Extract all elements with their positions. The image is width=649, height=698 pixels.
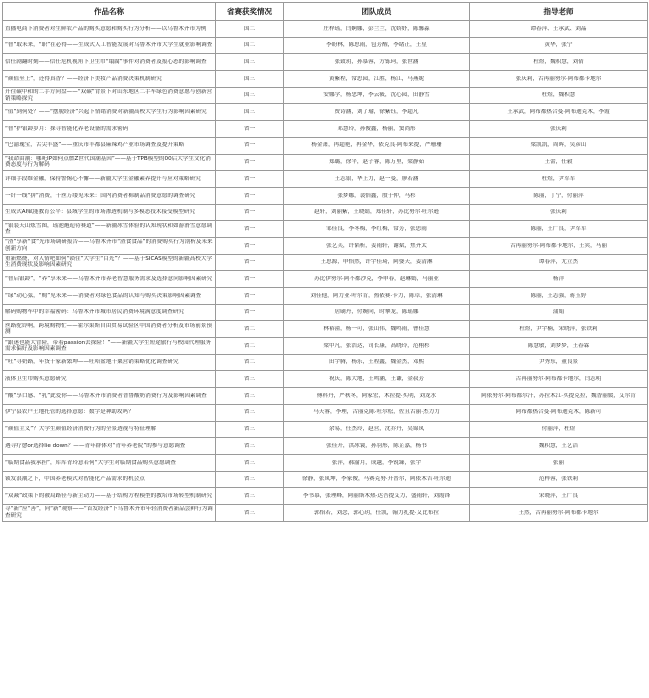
table-body [3, 21, 648, 522]
cell-members [284, 438, 470, 455]
advisors-text: 陈丽，丁宁，付丽萍 [533, 192, 584, 199]
cell-advisors [470, 221, 648, 238]
members-text: 李书慕，张理峰，阿丽斯木热·达吾提艾力，盛雨轩，刘霞锋 [302, 492, 451, 499]
cell-title [3, 137, 216, 154]
cell-members [284, 237, 470, 254]
table-row [3, 488, 648, 505]
cell-members [284, 204, 470, 221]
cell-award [216, 504, 284, 521]
table-row [3, 21, 648, 38]
advisors-text: 陈慧敏，刘梦梦，王春霖 [527, 342, 590, 349]
members-text: 张梦娜，裴怡鑫，殷于仲，马杉 [337, 192, 416, 199]
award-text: 国二 [243, 42, 256, 49]
advisors-text: 范梓蓉，张铁莉 [538, 476, 579, 483]
award-text: 省二 [243, 359, 256, 366]
cell-award [216, 388, 284, 405]
table-row [3, 221, 648, 238]
cell-members [284, 338, 470, 355]
cell-title [3, 471, 216, 488]
cell-advisors [470, 271, 648, 288]
title-text: “巴渝瑰宝，舌尖丰盛”——重庆市丰都县麻辣鸡产业市场调查及提升策略 [5, 142, 185, 149]
cell-members [284, 454, 470, 471]
award-text: 省一 [243, 125, 256, 132]
cell-members [284, 388, 470, 405]
advisors-text: 张庆莉，古再丽努尔·阿布都卡地尔 [515, 75, 602, 82]
advisors-text: 阿依努尔·阿布都尔汗，苏拉木江·买提克拉，魏香丽媛，艾尔肯 [481, 392, 636, 399]
table-row [3, 338, 648, 355]
cell-members [284, 154, 470, 171]
award-text: 省三 [243, 392, 256, 399]
title-text: “吐”寻奶路，年货千家新繁坤——吐哈盆地千粟营销策略优化调查研究 [5, 359, 179, 366]
members-text: 张艺芙，许韬析，姜雨轩，谢斌，焦齐太 [326, 242, 427, 249]
cell-advisors [470, 404, 648, 421]
cell-award [216, 137, 284, 154]
cell-advisors [470, 121, 648, 138]
members-text: 邓慧玲，孙俊鑫，杨丽，窦尚彤 [337, 125, 416, 132]
cell-title [3, 371, 216, 388]
cell-award [216, 154, 284, 171]
title-text: 开往碳中和的二手方向盘——“双碳”背景下对山东地区二手车绿色消费意愿与创新营销策略探究 [5, 89, 213, 102]
table-row [3, 504, 648, 521]
header-members: 团队成员 [284, 3, 470, 21]
cell-advisors [470, 371, 648, 388]
cell-title [3, 71, 216, 88]
cell-members [284, 504, 470, 521]
cell-award [216, 221, 284, 238]
award-text: 省一 [243, 275, 256, 282]
award-text: 省一 [243, 259, 256, 266]
cell-title [3, 54, 216, 71]
cell-award [216, 204, 284, 221]
title-text: 一针一线“拼”消费，千丝万缕见未来：国内消费者棉制品消费意愿的调查研究 [5, 192, 196, 199]
cell-award [216, 338, 284, 355]
cell-title [3, 288, 216, 305]
cell-title [3, 504, 216, 521]
cell-advisors [470, 321, 648, 338]
advisors-text: 黄华，张宁 [544, 42, 573, 49]
title-text: “银装天山炫雪图，瑶池邂逅待赛道”——新疆冰雪体验的认知现状和如游滑雪意愿调查 [5, 222, 213, 236]
advisors-text: 杜煜，尹军军 [541, 175, 576, 182]
title-text: “智”护银龄岁月：探寻智能化养老设备的需求密码 [5, 125, 129, 132]
awards-sheet [2, 2, 647, 522]
cell-title [3, 488, 216, 505]
cell-advisors [470, 288, 648, 305]
table-row [3, 54, 648, 71]
award-text: 国三 [243, 92, 256, 99]
cell-title [3, 237, 216, 254]
cell-members [284, 37, 470, 54]
members-text: 杨金萧，冉超艳，冉金华，依克良·阿布来提，严珊珊 [311, 142, 442, 149]
title-text: “智启银龄”，“养”享未来——乌鲁木齐市养老智慧服务需求及选择意向影响因素研究 [5, 275, 213, 282]
awards-table [2, 2, 648, 522]
header-advisors: 指导老师 [470, 3, 648, 21]
title-text: “临期食品我承担”，库库青玲意若何“大学生对临期食品购买意愿调查 [5, 459, 176, 466]
table-row [3, 204, 648, 221]
cell-title [3, 438, 216, 455]
cell-members [284, 104, 470, 121]
cell-award [216, 421, 284, 438]
members-text: 居刷丹，付婉向，时攀龙，陈瑶娜 [334, 309, 419, 316]
table-row [3, 388, 648, 405]
members-text: 马天睿，李理，古丽克陈·吐尔松，佐且古丽·杰力力 [313, 409, 440, 416]
advisors-text: 张丽 [552, 459, 565, 466]
award-text: 国三 [243, 59, 256, 66]
cell-award [216, 321, 284, 338]
table-row [3, 254, 648, 271]
advisors-text: 尹秀东，董良景 [538, 359, 579, 366]
table-row [3, 404, 648, 421]
award-text: 省一 [243, 192, 256, 199]
cell-advisors [470, 137, 648, 154]
cell-award [216, 54, 284, 71]
members-text: 王志银，华上力，赵一曼，廖若涵 [334, 175, 419, 182]
cell-advisors [470, 421, 648, 438]
cell-award [216, 471, 284, 488]
table-row [3, 37, 648, 54]
advisors-text: 杜煜，尹宇楠，宋晓萍，张铁莉 [519, 326, 598, 333]
award-text: 省三 [243, 509, 256, 516]
cell-advisors [470, 237, 648, 254]
cell-members [284, 171, 470, 188]
cell-award [216, 271, 284, 288]
cell-advisors [470, 438, 648, 455]
cell-title [3, 154, 216, 171]
members-text: 刘佳他，阿力亚·叶尔肯，热依赛·卡力，陈卓，张清琳 [310, 292, 443, 299]
advisors-text: 付丽萍，杜煜 [541, 426, 576, 433]
advisors-text: 古再丽努尔·阿布都卡地尔，王宾，马丽 [510, 242, 607, 249]
award-text: 省一 [243, 142, 256, 149]
award-text: 省三 [243, 492, 256, 499]
members-text: 邹佳良，李冬梅，李红梅，常芳，张思雨 [326, 225, 427, 232]
cell-award [216, 488, 284, 505]
cell-advisors [470, 471, 648, 488]
cell-members [284, 354, 470, 371]
table-row [3, 154, 648, 171]
advisors-text: 陈丽，王广良，尹军军 [530, 225, 587, 232]
cell-advisors [470, 21, 648, 38]
members-text: 王思源，申怡然，许宇佳琦，阿婆天，姜清淋 [320, 259, 433, 266]
cell-members [284, 54, 470, 71]
cell-award [216, 288, 284, 305]
cell-members [284, 71, 470, 88]
members-text: 张佳开，洪冰寰，孙羽彤，陈芷嘉，杨书 [326, 442, 427, 449]
cell-title [3, 421, 216, 438]
table-row [3, 438, 648, 455]
title-text: 生成式AI赋能教育公平：县域学生的市场渗透机制与多模态技术接受模型研究 [5, 209, 196, 216]
cell-members [284, 421, 470, 438]
award-text: 省一 [243, 209, 256, 216]
title-text: “绿”动心弦，“购”见未来——消费者对绿色食品的认知与购买决策影响因素调查 [5, 292, 202, 299]
cell-members [284, 187, 470, 204]
cell-members [284, 221, 470, 238]
cell-title [3, 454, 216, 471]
title-text: 液体卫生巾购买意愿研究 [5, 376, 67, 383]
members-text: 林裕潼，杨一可，张山伟，魏鸣雨，曹佳慧 [323, 326, 430, 333]
table-row [3, 354, 648, 371]
cell-members [284, 288, 470, 305]
members-text: 郭怡若，刘念，郭心玥，任凯，翰力扎提·艾比布拉 [314, 509, 439, 516]
table-row [3, 171, 648, 188]
cell-award [216, 254, 284, 271]
title-text: 伊宁县农户土地托管的选择意愿：数字是神助攻吗？ [5, 409, 134, 416]
advisors-text: 谭春萍、王承武、刘晶 [530, 25, 587, 32]
members-text: 徐静，张凤坤，李家俊，马赛克努·开普尔，阿依木吉·吐尔迪 [302, 476, 451, 483]
cell-title [3, 271, 216, 288]
title-text: 寻“新”应“善”，向“新”观察——“首发经济”下乌鲁木齐市年轻消费者新品尝鲜行为调查研究 [5, 506, 213, 519]
table-row [3, 137, 648, 154]
table-row [3, 454, 648, 471]
advisors-text: 杜煜，魏积慧 [541, 92, 576, 99]
cell-members [284, 21, 470, 38]
cell-members [284, 304, 470, 321]
cell-title [3, 304, 216, 321]
header-title: 作品名称 [3, 3, 216, 21]
cell-members [284, 321, 470, 338]
cell-award [216, 37, 284, 54]
cell-award [216, 304, 284, 321]
members-text: 安娜学，杨忠坤，李云筱，沈心园，田静雪 [323, 92, 430, 99]
award-text: 省一 [243, 242, 256, 249]
cell-advisors [470, 304, 648, 321]
award-text: 省一 [243, 175, 256, 182]
advisors-text: 王蕾，任毅 [544, 159, 573, 166]
cell-award [216, 187, 284, 204]
cell-title [3, 104, 216, 121]
cell-award [216, 404, 284, 421]
title-text: 解码购物车中的幸福密码：乌鲁木齐市城市居民消费环境满意度调查研究 [5, 309, 185, 316]
advisors-text: 梁凯凯，周晖，吴彦山 [530, 142, 587, 149]
title-text: 丝路驼铃响，跨境购物忙——霍尔果斯自由贸易试验区中国消费者分析及市场前景预测 [5, 322, 212, 336]
cell-award [216, 87, 284, 104]
cell-members [284, 371, 470, 388]
cell-title [3, 338, 216, 355]
cell-advisors [470, 488, 648, 505]
cell-advisors [470, 204, 648, 221]
title-text: 重新燃烧，对人情吧如何“锁住”大学生“目光”？——基于SICAS模型的新疆高校大学生消费现状及影响因素研究 [5, 256, 213, 269]
members-text: 余易，任杰玲，赵营，沈乔丹，吴锦凤 [328, 426, 425, 433]
cell-award [216, 454, 284, 471]
cell-title [3, 87, 216, 104]
award-text: 省三 [243, 426, 256, 433]
award-text: 省一 [243, 309, 256, 316]
header-award: 省赛获奖情况 [216, 3, 284, 21]
cell-advisors [470, 71, 648, 88]
cell-award [216, 438, 284, 455]
title-text: “颜值主义”？大学生颜值经济消费行为的全景透视与特征理解 [5, 426, 157, 433]
award-text: 国三 [243, 75, 256, 82]
award-text: 省一 [243, 159, 256, 166]
cell-award [216, 71, 284, 88]
title-text: “颜值至上”，还得真香？——经济下美妆产品消费决策机制研究 [5, 75, 162, 82]
cell-title [3, 388, 216, 405]
members-text: 黄紫程，常思园，江胜，杨江，马燕妮 [328, 75, 425, 82]
cell-advisors [470, 37, 648, 54]
table-row [3, 471, 648, 488]
members-text: 祝庆，陈大地，王鸣涵，王谦，金叔芳 [328, 376, 425, 383]
cell-members [284, 271, 470, 288]
cell-advisors [470, 504, 648, 521]
cell-members [284, 137, 470, 154]
cell-advisors [470, 54, 648, 71]
table-row [3, 371, 648, 388]
advisors-text: 张庆莉 [550, 125, 567, 132]
cell-title [3, 221, 216, 238]
table-row [3, 187, 648, 204]
members-text: 李盼林，陈思雨，包芳醒，李绪正，王星 [326, 42, 427, 49]
cell-members [284, 121, 470, 138]
award-text: 省二 [243, 342, 256, 349]
advisors-text: 张庆莉 [550, 209, 567, 216]
advisors-text: 宋晓萍，王广良 [538, 492, 579, 499]
cell-members [284, 87, 470, 104]
title-text: 信任剧翻时刻——信任危机视角下卫生巾“塌腐”事件对消费者及报心态的影响调查 [5, 59, 207, 66]
cell-title [3, 37, 216, 54]
table-row [3, 87, 648, 104]
header-row [3, 3, 648, 21]
advisors-text: 阿布都热合曼·阿布迪克木，陈新可 [515, 409, 602, 416]
advisors-text: 杨洋 [552, 275, 565, 282]
title-text: “双减”政策下的被局路径与新主动力——基于结构方程模型的教培市场转型机制研究 [5, 492, 213, 499]
title-text: 详细手段维金融，保持警惕心不懈——新疆大学生金融素养提升与应对策略研究 [5, 175, 201, 182]
advisors-text: 王然，古再丽努尔·阿布都卡地尔 [518, 509, 599, 516]
cell-award [216, 237, 284, 254]
award-text: 国二 [243, 25, 256, 32]
award-text: 省一 [243, 292, 256, 299]
cell-advisors [470, 354, 648, 371]
cell-award [216, 171, 284, 188]
cell-advisors [470, 171, 648, 188]
members-text: 郑璐，徐平，赵子睿，陈万里，梁静茹 [328, 159, 425, 166]
cell-title [3, 321, 216, 338]
table-row [3, 104, 648, 121]
members-text: 赵轩，刘丽紫，王晓婧，郑佳轩，苏比努尔·吐尔逊 [314, 209, 439, 216]
members-text: 庄梓瑶，闫婀娜，彭兰兰，沈娇妤，陈馨淼 [323, 25, 430, 32]
table-row [3, 288, 648, 305]
cell-members [284, 488, 470, 505]
members-text: 张萍，郝渝月，成越，李锐臻，张宇 [331, 459, 422, 466]
cell-award [216, 121, 284, 138]
cell-advisors [470, 104, 648, 121]
cell-advisors [470, 388, 648, 405]
table-row [3, 71, 648, 88]
table-row [3, 121, 648, 138]
members-text: 苏比伊努尔·阿不都沙克，李申春，赵琳嫣，马丽亚 [314, 275, 439, 282]
table-row [3, 237, 648, 254]
advisors-text: 古再丽努尔·阿布都卡地尔，闫志明 [515, 376, 602, 383]
cell-award [216, 354, 284, 371]
cell-award [216, 21, 284, 38]
cell-award [216, 371, 284, 388]
cell-title [3, 21, 216, 38]
advisors-text: 谭春萍，尤立杰 [538, 259, 579, 266]
cell-title [3, 254, 216, 271]
members-text: 田宇腾，杨乐，王程鑫，魏金杰，邓熙 [328, 359, 425, 366]
table-row [3, 271, 648, 288]
title-text: 锁发浪潮之下，中国养老模式对智能化产品需求的机会点 [5, 476, 145, 483]
title-text: “跟迷也能大冒险，带着passion去探险！”——新疆大学生短途旅行与校园代理服务需求偏好及影响因素调查 [5, 339, 212, 352]
members-text: 贾诗涵，刘了瑜，徐紫钰，李超凡 [334, 109, 419, 116]
advisors-text: 杜煜，魏积慧，刘倩 [533, 59, 584, 66]
cell-title [3, 171, 216, 188]
title-text: “渣”享新“食”光市场调研报告——乌鲁木齐市“渣食食品”的消费购买行为剖析及未来创新方向 [5, 239, 213, 252]
cell-members [284, 254, 470, 271]
award-text: 省三 [243, 376, 256, 383]
advisors-text: 魏积慧，王艺洁 [538, 442, 579, 449]
advisors-text: 蒲娟 [552, 309, 565, 316]
award-text: 省三 [243, 409, 256, 416]
cell-advisors [470, 254, 648, 271]
cell-members [284, 471, 470, 488]
table-row [3, 421, 648, 438]
cell-title [3, 204, 216, 221]
award-text: 国三 [243, 109, 256, 116]
award-text: 省三 [243, 476, 256, 483]
cell-advisors [470, 187, 648, 204]
advisors-text: 王承武，阿布都热合曼·阿布迪克木，李霞 [507, 109, 610, 116]
cell-members [284, 404, 470, 421]
award-text: 省三 [243, 459, 256, 466]
title-text: “酸”享口感、“乳”此爱你——乌鲁木齐市消费者普鲁酸奶消费行为及影响因素调查 [5, 392, 207, 399]
cell-title [3, 187, 216, 204]
cell-title [3, 121, 216, 138]
cell-advisors [470, 87, 648, 104]
cell-title [3, 354, 216, 371]
cell-advisors [470, 154, 648, 171]
award-text: 省二 [243, 326, 256, 333]
award-text: 省一 [243, 225, 256, 232]
members-text: 张致玥，孙慕蓉，方铄珂，张世涵 [334, 59, 419, 66]
cell-title [3, 404, 216, 421]
table-row [3, 321, 648, 338]
table-row [3, 304, 648, 321]
title-text: “智”取未来，“职”在必得——生成式人工智能发展对乌鲁木齐市大学生就业影响调查 [5, 42, 213, 49]
cell-award [216, 104, 284, 121]
members-text: 傅科丹，严秋冬，阿家宏，木拉提·买明，刘龙水 [316, 392, 437, 399]
award-text: 省三 [243, 442, 256, 449]
title-text: “值”到何处？——“摆脱经济”兴起下情绪消费对新疆高校大学生行为影响因素研究 [5, 109, 207, 116]
cell-advisors [470, 338, 648, 355]
title-text: “我命由潮：哪吒IP如何点燃Z世代国潮基因”——基于TPB模型的00后大学生文化消费态度与行为解码 [5, 155, 211, 169]
advisors-text: 陈丽，王志强，蒋玉婷 [530, 292, 587, 299]
members-text: 梁甲凡，张浩达，司长康，高晓玲，范栩杉 [323, 342, 430, 349]
cell-advisors [470, 454, 648, 471]
title-text: 直播电商下消费者对生鲜农产品的购买意愿和购买行为分析——以乌鲁木齐市为例 [5, 25, 207, 32]
title-text: 遇寻疗愈or选择lie down？——青年群体对“青年养老院”的参与意愿调查 [5, 442, 186, 449]
